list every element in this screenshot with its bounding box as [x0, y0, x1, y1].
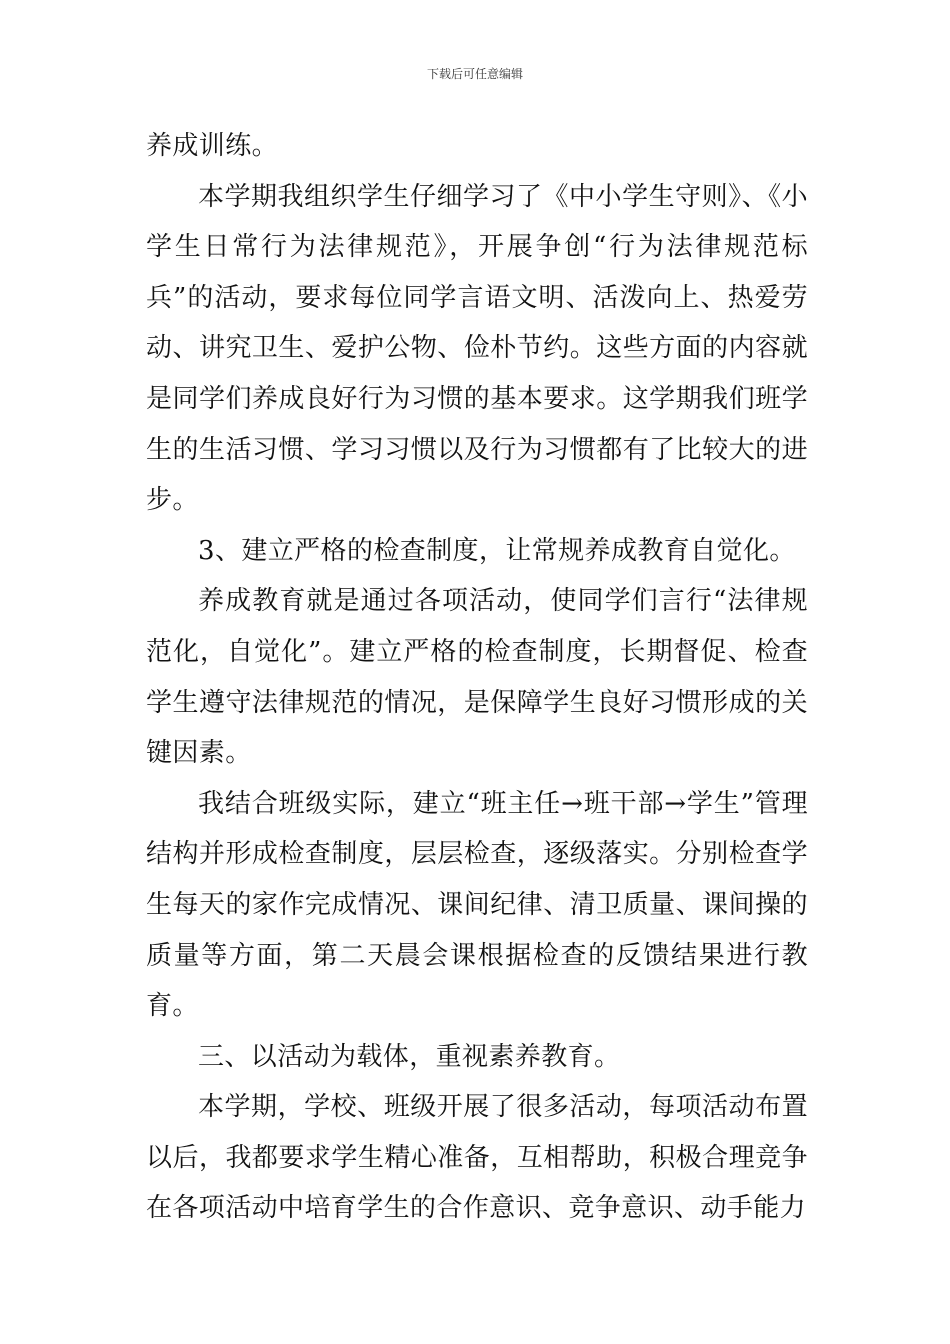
- page-header: 下载后可任意编辑: [426, 67, 523, 81]
- document-body: [146, 121, 808, 1234]
- paragraph: 本学期，学校、班级开展了很多活动，每项活动布置以后，我都要求学生精心准备，互相帮助，积极合理竞争在各项活动中培育学生的合作意识、竞争意识、动手能力: [146, 1092, 808, 1224]
- section-heading: 三、以活动为载体，重视素养教育。: [198, 1041, 621, 1072]
- paragraph: 养成教育就是通过各项活动，使同学们言行“法律规范化，自觉化”。建立严格的检查制度，长期督促、检查学生遵守法律规范的情况，是保障学生良好习惯形成的关键因素。: [146, 586, 808, 769]
- paragraph: 本学期我组织学生仔细学习了《中小学生守则》、《小学生日常行为法律规范》，开展争创“行为法律规范标兵”的活动，要求每位同学言语文明、活泼向上、热爱劳动、讲究卫生、爱护公物、俭朴节约。这些方面的内容就是同学们养成良好行为习惯的基本要求。这学期我们班学生的生活习惯、学习习惯以及行为习惯都有了比较大的进步。: [146, 181, 808, 516]
- paragraph: 养成训练。: [146, 131, 279, 161]
- section-heading: 3、建立严格的检查制度，让常规养成教育自觉化。: [198, 535, 796, 566]
- paragraph: 我结合班级实际，建立“班主任→班干部→学生”管理结构并形成检查制度，层层检查，逐级落实。分别检查学生每天的家作完成情况、课间纪律、清卫质量、课间操的质量等方面，第二天晨会课根据检查的反馈结果进行教育。: [146, 788, 808, 1022]
